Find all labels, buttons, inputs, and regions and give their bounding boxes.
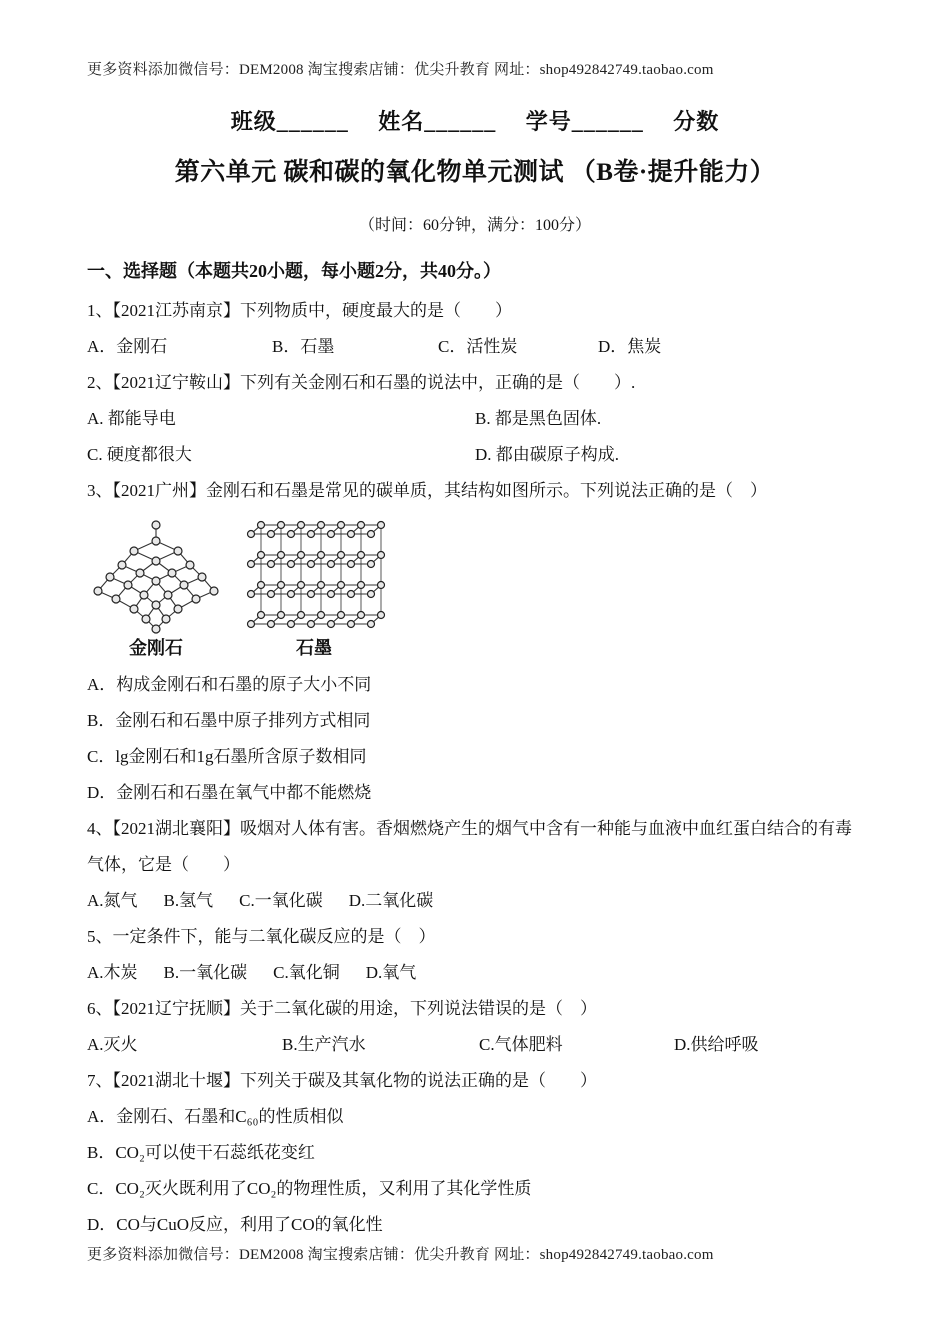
question-stem: 1、【2021江苏南京】下列物质中，硬度最大的是（ ） (87, 301, 512, 320)
option-d: D．CO与CuO反应，利用了CO的氧化性 (87, 1215, 383, 1234)
question-5 (87, 919, 863, 991)
option-a: A．构成金刚石和石墨的原子大小不同 (87, 675, 372, 694)
option-d: D.氧气 (365, 963, 417, 982)
question-4 (87, 811, 863, 919)
question-stem: 3、【2021广州】金刚石和石墨是常见的碳单质，其结构如图所示。下列说法正确的是（ ） (87, 481, 767, 500)
option-c: C.一氧化碳 (239, 891, 323, 910)
option-d: D．焦炭 (598, 337, 662, 356)
option-b: B.一氧化碳 (163, 963, 248, 982)
question-1 (87, 293, 863, 365)
option-a: A．金刚石 (87, 337, 168, 356)
question-7 (87, 1063, 863, 1243)
option-a: A.木炭 (87, 963, 138, 982)
graphite-structure-image (235, 517, 393, 635)
question-stem: 4、【2021湖北襄阳】吸烟对人体有害。香烟燃烧产生的烟气中含有一种能与血液中血红蛋白结合的有毒气体，它是（ ） (87, 819, 852, 874)
question-options (87, 329, 863, 365)
option-c: C.氧化铜 (273, 963, 340, 982)
section-heading-choice: 一、选择题（本题共20小题，每小题2分，共40分。） (87, 261, 501, 281)
question-options (87, 667, 863, 811)
diamond-structure-image (89, 519, 223, 635)
question-options (87, 1099, 863, 1243)
question-stem: 5、一定条件下，能与二氧化碳反应的是（ ） (87, 927, 436, 946)
question-list (87, 293, 863, 1243)
option-b: B.生产汽水 (282, 1035, 366, 1054)
option-d: D. 都由碳原子构成. (475, 445, 620, 464)
option-b: B．石墨 (272, 337, 335, 356)
option-d: D.二氧化碳 (348, 891, 434, 910)
page-title: 第六单元 碳和碳的氧化物单元测试 （B卷·提升能力） (174, 159, 776, 186)
option-a: A．金刚石、石墨和C₆₀的性质相似 (87, 1107, 344, 1126)
option-b: B. 都是黑色固体. (475, 409, 602, 428)
option-b: B．金刚石和石墨中原子排列方式相同 (87, 711, 371, 730)
option-b: B.氢气 (163, 891, 214, 910)
question-stem: 6、【2021辽宁抚顺】关于二氧化碳的用途，下列说法错误的是（ ） (87, 999, 597, 1018)
student-info-line: 班级______ 姓名______ 学号______ 分数 (230, 109, 720, 134)
option-c: C．活性炭 (438, 337, 518, 356)
option-a: A.氮气 (87, 891, 138, 910)
header-note: 更多资料添加微信号：DEM2008 淘宝搜索店铺：优尖升教育 网址：shop492842749.taobao.com (87, 62, 714, 78)
option-c: C．lg金刚石和1g石墨所含原子数相同 (87, 747, 367, 766)
option-b: B．CO₂可以使干石蕊纸花变红 (87, 1143, 315, 1162)
question-6 (87, 991, 863, 1063)
question-options (87, 883, 863, 919)
question-stem: 7、【2021湖北十堰】下列关于碳及其氧化物的说法正确的是（ ） (87, 1071, 597, 1090)
question-options (87, 1027, 863, 1063)
footer-note: 更多资料添加微信号：DEM2008 淘宝搜索店铺：优尖升教育 网址：shop492842749.taobao.com (87, 1247, 714, 1263)
diamond-figure (89, 519, 223, 661)
question-options (87, 955, 863, 991)
graphite-label: 石墨 (296, 638, 332, 658)
option-a: A. 都能导电 (87, 409, 176, 428)
question-stem: 2、【2021辽宁鞍山】下列有关金刚石和石墨的说法中，正确的是（ ）. (87, 373, 636, 392)
question-2 (87, 365, 863, 473)
option-a: A.灭火 (87, 1035, 138, 1054)
option-d: D.供给呼吸 (674, 1035, 759, 1054)
structure-figure (89, 517, 863, 661)
question-options (87, 401, 863, 473)
question-3 (87, 473, 863, 811)
diamond-label: 金刚石 (129, 638, 183, 658)
option-c: C. 硬度都很大 (87, 445, 192, 464)
exam-time-score-subtitle: （时间：60分钟，满分：100分） (358, 217, 591, 234)
option-d: D．金刚石和石墨在氧气中都不能燃烧 (87, 783, 372, 802)
graphite-figure (235, 517, 393, 661)
option-c: C.气体肥料 (479, 1035, 563, 1054)
option-c: C．CO₂灭火既利用了CO₂的物理性质，又利用了其化学性质 (87, 1179, 532, 1198)
